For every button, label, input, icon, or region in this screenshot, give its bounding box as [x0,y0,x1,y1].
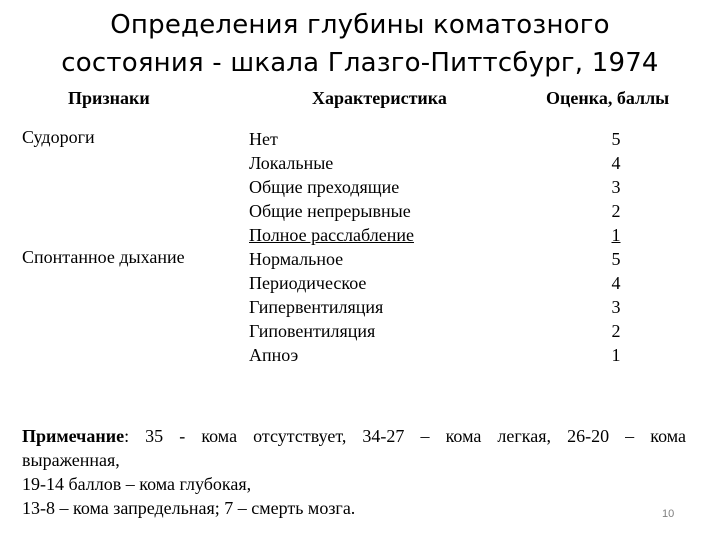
score-value: 1 [611,225,621,245]
characteristic-item: Общие преходящие [249,177,400,197]
characteristic-item: Апноэ [249,345,299,365]
page-number: 10 [662,508,675,520]
sign-seizures: Судороги [22,127,95,147]
note-line-3: 19-14 баллов – кома глубокая, [22,474,252,494]
characteristic-item: Полное расслабление [249,225,414,245]
header-signs: Признаки [68,88,150,108]
characteristic-item: Нормальное [249,249,344,269]
title-line-1: Определения глубины коматозного [110,10,610,40]
score-value: 3 [611,297,621,317]
score-value: 1 [611,345,621,365]
header-characteristic: Характеристика [312,88,447,108]
score-value: 5 [611,249,621,269]
characteristic-item: Нет [249,129,278,149]
score-value: 2 [611,321,621,341]
slide-title [0,6,720,82]
scores-column [606,127,626,367]
score-value: 5 [611,129,621,149]
header-score: Оценка, баллы [546,88,670,108]
characteristics-column [249,127,414,367]
note-line-2: выраженная, [22,450,120,470]
title-line-2: состояния - шкала Глазго-Питтсбург, 1974 [61,48,659,78]
note-line-1 [22,424,686,448]
note-block [22,424,686,520]
note-label: Примечание [22,426,125,446]
characteristic-item: Гиповентиляция [249,321,376,341]
note-line-4: 13-8 – кома запредельная; 7 – смерть мозга. [22,498,356,518]
characteristic-item: Периодическое [249,273,367,293]
score-value: 3 [611,177,621,197]
score-value: 4 [611,153,621,173]
note-text-1: : 35 - кома отсутствует, 34-27 – кома легкая, 26-20 – кома [124,426,686,446]
characteristic-item: Гипервентиляция [249,297,384,317]
characteristic-item: Общие непрерывные [249,201,411,221]
score-value: 4 [611,273,621,293]
sign-spontaneous-breathing: Спонтанное дыхание [22,247,185,267]
characteristic-item: Локальные [249,153,334,173]
score-value: 2 [611,201,621,221]
